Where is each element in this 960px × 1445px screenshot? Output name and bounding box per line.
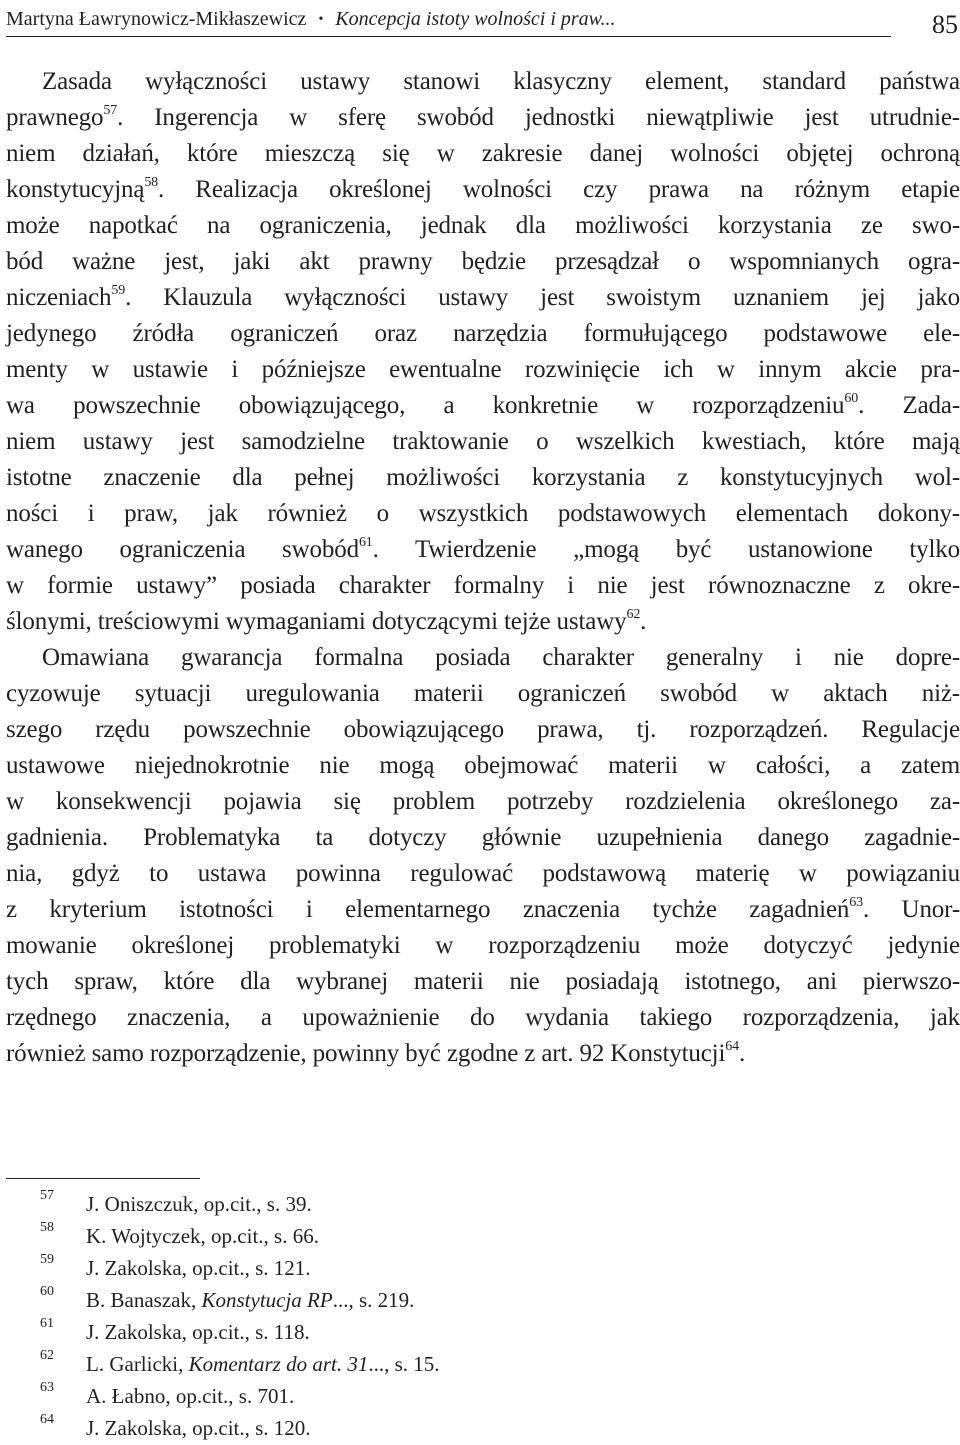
text-line: niczeniach$^{59}$. Klauzula wyłączności ustawy jest swoistym uznaniem jej jako	[6, 283, 960, 311]
text-line: w konsekwencji pojawia się problem potrzeby rozdzielenia określonego za-	[6, 788, 960, 815]
header-author: Martyna Ławrynowicz-Mikłaszewicz	[6, 8, 307, 30]
footnote-ref: 63	[849, 895, 863, 910]
running-header	[6, 6, 960, 40]
text-line: jedynego źródła ograniczeń oraz narzędzia formułującego podstawowe ele-	[6, 320, 960, 347]
text-line: mowanie określonej problematyki w rozporządzeniu może dotyczyć jedynie	[6, 932, 960, 959]
footnote-text: A. Łabno, op.cit., s. 701.	[86, 1384, 295, 1408]
footnote-text: J. Zakolska, op.cit., s. 121.	[86, 1256, 311, 1280]
text-line: ności i praw, jak również o wszystkich podstawowych elementach dokony-	[6, 500, 960, 527]
text-line: z kryterium istotności i elementarnego znaczenia tychże zagadnień$^{63}$. Unor-	[6, 895, 960, 923]
footnote-number: 64	[40, 1412, 54, 1427]
footnote-rule	[6, 1178, 200, 1179]
footnote	[40, 1282, 740, 1314]
footnote	[40, 1346, 740, 1378]
text-line: rzędnego znaczenia, a upoważnienie do wydania takiego rozporządzenia, jak	[6, 1004, 960, 1031]
text-line: nia, gdyż to ustawa powinna regulować podstawową materię w powiązaniu	[6, 860, 960, 887]
text-line: prawnego$^{57}$. Ingerencja w sferę swobód jednostki niewątpliwie jest utrudnie-	[6, 103, 960, 131]
footnote-number: 57	[40, 1188, 54, 1203]
footnote-ref: 57	[103, 103, 118, 118]
footnote	[40, 1250, 740, 1282]
header-title: Koncepcja istoty wolności i praw...	[335, 8, 616, 30]
footnote-text: K. Wojtyczek, op.cit., s. 66.	[86, 1224, 319, 1248]
footnote-number: 60	[40, 1284, 54, 1299]
footnote-number: 61	[40, 1316, 54, 1331]
footnote-number: 62	[40, 1348, 54, 1363]
text-line: szego rzędu powszechnie obowiązującego prawa, tj. rozporządzeń. Regulacje	[6, 716, 960, 743]
text-line: gadnienia. Problematyka ta dotyczy głównie uzupełnienia danego zagadnie-	[6, 824, 960, 851]
footnote-number: 63	[40, 1380, 54, 1395]
cited-title: Konstytucja RP	[201, 1288, 333, 1312]
text-line: również samo rozporządzenie, powinny być zgodne z art. 92 Konstytucji$^{64}$.	[6, 1039, 746, 1067]
page-number: 85	[932, 10, 958, 39]
header-separator: •	[318, 12, 324, 27]
footnote-text: B. Banaszak, Konstytucja RP..., s. 219.	[86, 1288, 415, 1312]
text-line: Zasada wyłączności ustawy stanowi klasyczny element, standard państwa	[42, 68, 960, 95]
footnote-ref: 64	[725, 1039, 739, 1054]
text-line: ustawowe niejednokrotnie nie mogą obejmować materii w całości, a zatem	[6, 752, 960, 779]
footnote	[40, 1218, 740, 1250]
footnote-ref: 59	[111, 283, 126, 298]
text-line: cyzowuje sytuacji uregulowania materii ograniczeń swobód w aktach niż-	[6, 680, 960, 707]
text-line: Omawiana gwarancja formalna posiada charakter generalny i nie dopre-	[42, 644, 960, 671]
text-line: menty w ustawie i późniejsze ewentualne rozwinięcie ich w innym akcie pra-	[6, 356, 960, 383]
cited-title: Komentarz do art. 31	[188, 1352, 369, 1376]
footnote-text: J. Zakolska, op.cit., s. 118.	[86, 1320, 310, 1344]
footnote-number: 59	[40, 1252, 54, 1267]
text-line: wanego ograniczenia swobód$^{61}$. Twierdzenie „mogą być ustanowione tylko	[6, 535, 960, 563]
text-line: bód ważne jest, jaki akt prawny będzie przesądzał o wspomnianych ogra-	[6, 248, 960, 275]
body-text	[6, 64, 960, 1072]
text-line: ślonymi, treściowymi wymaganiami dotyczącymi tejże ustawy$^{62}$.	[6, 607, 647, 635]
footnote-ref: 60	[844, 391, 859, 406]
footnote	[40, 1410, 740, 1442]
footnote-ref: 62	[626, 607, 641, 622]
footnote-text: L. Garlicki, Komentarz do art. 31..., s. 15.	[86, 1352, 440, 1376]
header-rule	[6, 36, 891, 37]
text-line: niem ustawy jest samodzielne traktowanie o wszelkich kwestiach, które mają	[6, 428, 960, 455]
footnote	[40, 1314, 740, 1346]
running-head	[6, 6, 616, 33]
footnote-ref: 61	[358, 535, 373, 550]
text-line: może napotkać na ograniczenia, jednak dla możliwości korzystania ze swo-	[6, 212, 960, 239]
footnote-ref: 58	[144, 175, 159, 190]
footnote-number: 58	[40, 1220, 54, 1235]
text-line: istotne znaczenie dla pełnej możliwości korzystania z konstytucyjnych wol-	[6, 464, 960, 491]
footnotes	[40, 1186, 740, 1442]
footnote	[40, 1378, 740, 1410]
text-line: konstytucyjną$^{58}$. Realizacja określonej wolności czy prawa na różnym etapie	[6, 175, 960, 203]
footnote-text: J. Zakolska, op.cit., s. 120.	[86, 1416, 311, 1440]
text-line: niem działań, które mieszczą się w zakresie danej wolności objętej ochroną	[6, 140, 960, 167]
footnote-text: J. Oniszczuk, op.cit., s. 39.	[86, 1192, 312, 1216]
footnote	[40, 1186, 740, 1218]
text-line: tych spraw, które dla wybranej materii nie posiadają istotnego, ani pierwszo-	[6, 968, 960, 995]
text-line: w formie ustawy” posiada charakter formalny i nie jest równoznaczne z okre-	[6, 572, 960, 599]
text-line: wa powszechnie obowiązującego, a konkretnie w rozporządzeniu$^{60}$. Zada-	[6, 391, 960, 419]
